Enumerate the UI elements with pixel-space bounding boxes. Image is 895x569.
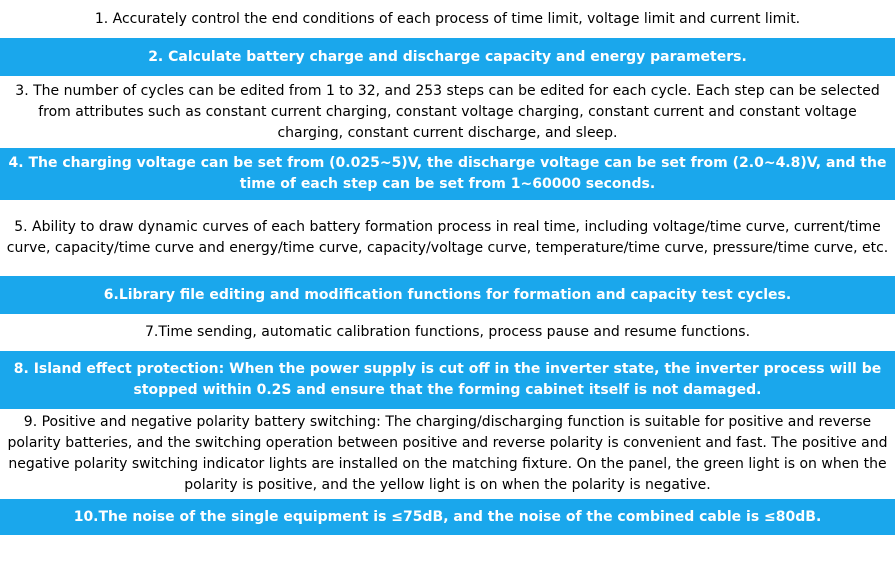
feature-row-10 bbox=[0, 499, 895, 535]
feature-row-7 bbox=[0, 314, 895, 351]
feature-text-10: 10.The noise of the single equipment is ≤75dB, and the noise of the combined cable is ≤80dB. bbox=[73, 508, 822, 525]
feature-text-6: 6.Library file editing and modification functions for formation and capacity test cycles. bbox=[103, 286, 792, 303]
feature-text-4: 4. The charging voltage can be set from (0.025~5)V, the discharge voltage can be set from (2.0~4.8)V, and the time of each step can be set from 1~60000 seconds. bbox=[8, 155, 887, 192]
feature-row-5 bbox=[0, 200, 895, 276]
feature-text-2: 2. Calculate battery charge and discharge capacity and energy parameters. bbox=[148, 48, 747, 65]
feature-row-1 bbox=[0, 0, 895, 38]
feature-text-8: 8. Island effect protection: When the power supply is cut off in the inverter state, the inverter process will be stopped within 0.2S and ensure that the forming cabinet itself is not damaged. bbox=[13, 361, 882, 398]
feature-text-1: 1. Accurately control the end conditions of each process of time limit, voltage limit and current limit. bbox=[94, 10, 801, 27]
feature-text-9: 9. Positive and negative polarity battery switching: The charging/discharging function is suitable for positive and reverse polarity batteries, and the switching operation between positive and reverse polarity is convenient and fast. The positive and negative polarity switching indicator lights are installed on the matching fixture. On the panel, the green light is on when the polarity is positive, and the yellow light is on when the polarity is negative. bbox=[7, 414, 888, 493]
feature-row-3 bbox=[0, 76, 895, 148]
feature-row-9 bbox=[0, 409, 895, 499]
feature-row-4 bbox=[0, 148, 895, 200]
feature-text-3: 3. The number of cycles can be edited from 1 to 32, and 253 steps can be edited for each cycle. Each step can be selected from attributes such as constant current charging, constant voltage charging, constant current and constant voltage charging, constant current discharge, and sleep. bbox=[15, 82, 880, 141]
feature-text-7: 7.Time sending, automatic calibration functions, process pause and resume functions. bbox=[144, 324, 751, 340]
feature-row-2 bbox=[0, 38, 895, 76]
feature-row-6 bbox=[0, 276, 895, 314]
feature-text-5: 5. Ability to draw dynamic curves of each battery formation process in real time, including voltage/time curve, current/time curve, capacity/time curve and energy/time curve, capacity/voltage curve, temperature/time curve, pressure/time curve, etc. bbox=[6, 219, 889, 256]
feature-row-8 bbox=[0, 351, 895, 409]
